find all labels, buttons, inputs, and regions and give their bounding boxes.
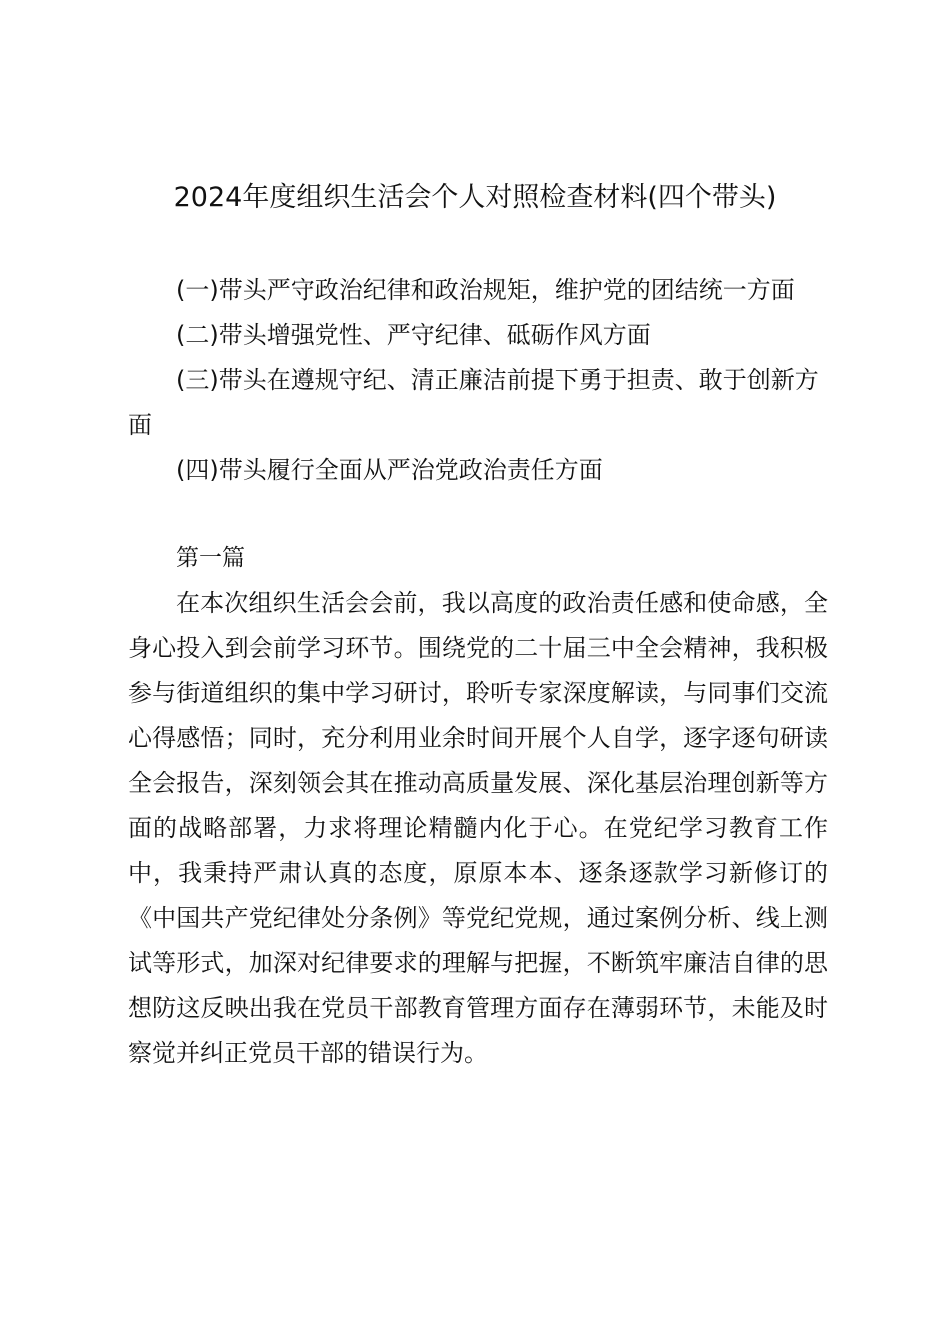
toc-item-4: (四)带头履行全面从严治党政治责任方面 xyxy=(176,456,603,484)
toc-list xyxy=(128,268,828,493)
toc-item-1: (一)带头严守政治纪律和政治规矩，维护党的团结统一方面 xyxy=(176,276,795,304)
body-paragraph: 在本次组织生活会会前，我以高度的政治责任感和使命感，全身心投入到会前学习环节。围绕党的二十届三中全会精神，我积极参与街道组织的集中学习研讨，聆听专家深度解读，与同事们交流心得感悟；同时，充分利用业余时间开展个人自学，逐字逐句研读全会报告，深刻领会其在推动高质量发展、深化基层治理创新等方面的战略部署，力求将理论精髓内化于心。在党纪学习教育工作中，我秉持严肃认真的态度，原原本本、逐条逐款学习新修订的《中国共产党纪律处分条例》等党纪党规，通过案例分析、线上测试等形式，加深对纪律要求的理解与把握，不断筑牢廉洁自律的思想防这反映出我在党员干部教育管理方面存在薄弱环节，未能及时察觉并纠正党员干部的错误行为。 xyxy=(128,589,828,1067)
toc-item-2: (二)带头增强党性、严守纪律、砥砺作风方面 xyxy=(176,321,651,349)
section-heading: 第一篇 xyxy=(176,545,245,571)
toc-item-3: (三)带头在遵规守纪、清正廉洁前提下勇于担责、敢于创新方面 xyxy=(128,366,819,439)
document-title: 2024年度组织生活会个人对照检查材料(四个带头) xyxy=(173,182,777,213)
section-first xyxy=(128,536,828,1076)
